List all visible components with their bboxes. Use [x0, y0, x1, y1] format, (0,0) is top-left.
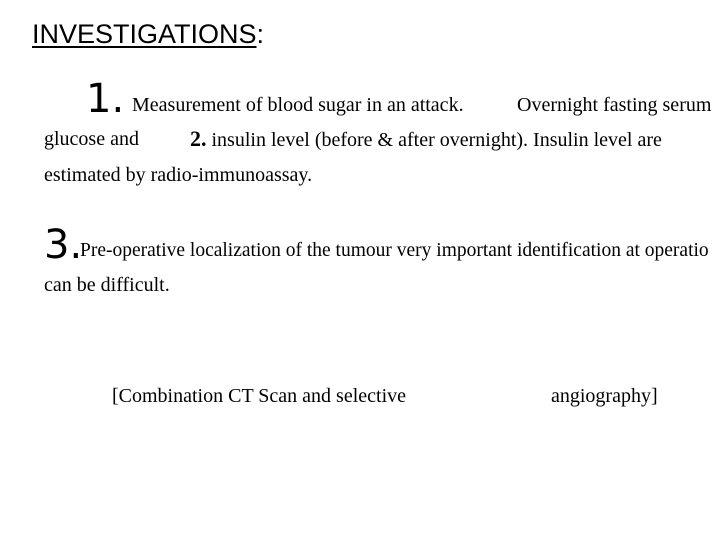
note-right: angiography]: [551, 385, 658, 407]
note-left: [Combination CT Scan and selective: [112, 385, 407, 407]
item-3-text: Pre-operative localization of the tumour very important identification at operatio: [80, 240, 709, 261]
item-1-text: Measurement of blood sugar in an attack.: [132, 94, 464, 116]
item-2-number: 2.: [190, 126, 207, 151]
heading-title: INVESTIGATIONS: [32, 19, 257, 49]
line-2-prefix: glucose and: [44, 128, 139, 150]
line-3-text: estimated by radio-immunoassay.: [44, 164, 313, 186]
item-1-text-continued: Overnight fasting serum: [517, 94, 712, 116]
heading-colon: :: [256, 19, 265, 49]
item-1-number: 1.: [86, 76, 125, 122]
item-2-text: insulin level (before & after overnight). Insulin level are: [211, 129, 662, 151]
item-3-number: 3.: [44, 222, 83, 268]
line-2-content: [190, 126, 662, 153]
item-3-text-continued: can be difficult.: [44, 274, 170, 296]
page-heading: [32, 16, 264, 52]
